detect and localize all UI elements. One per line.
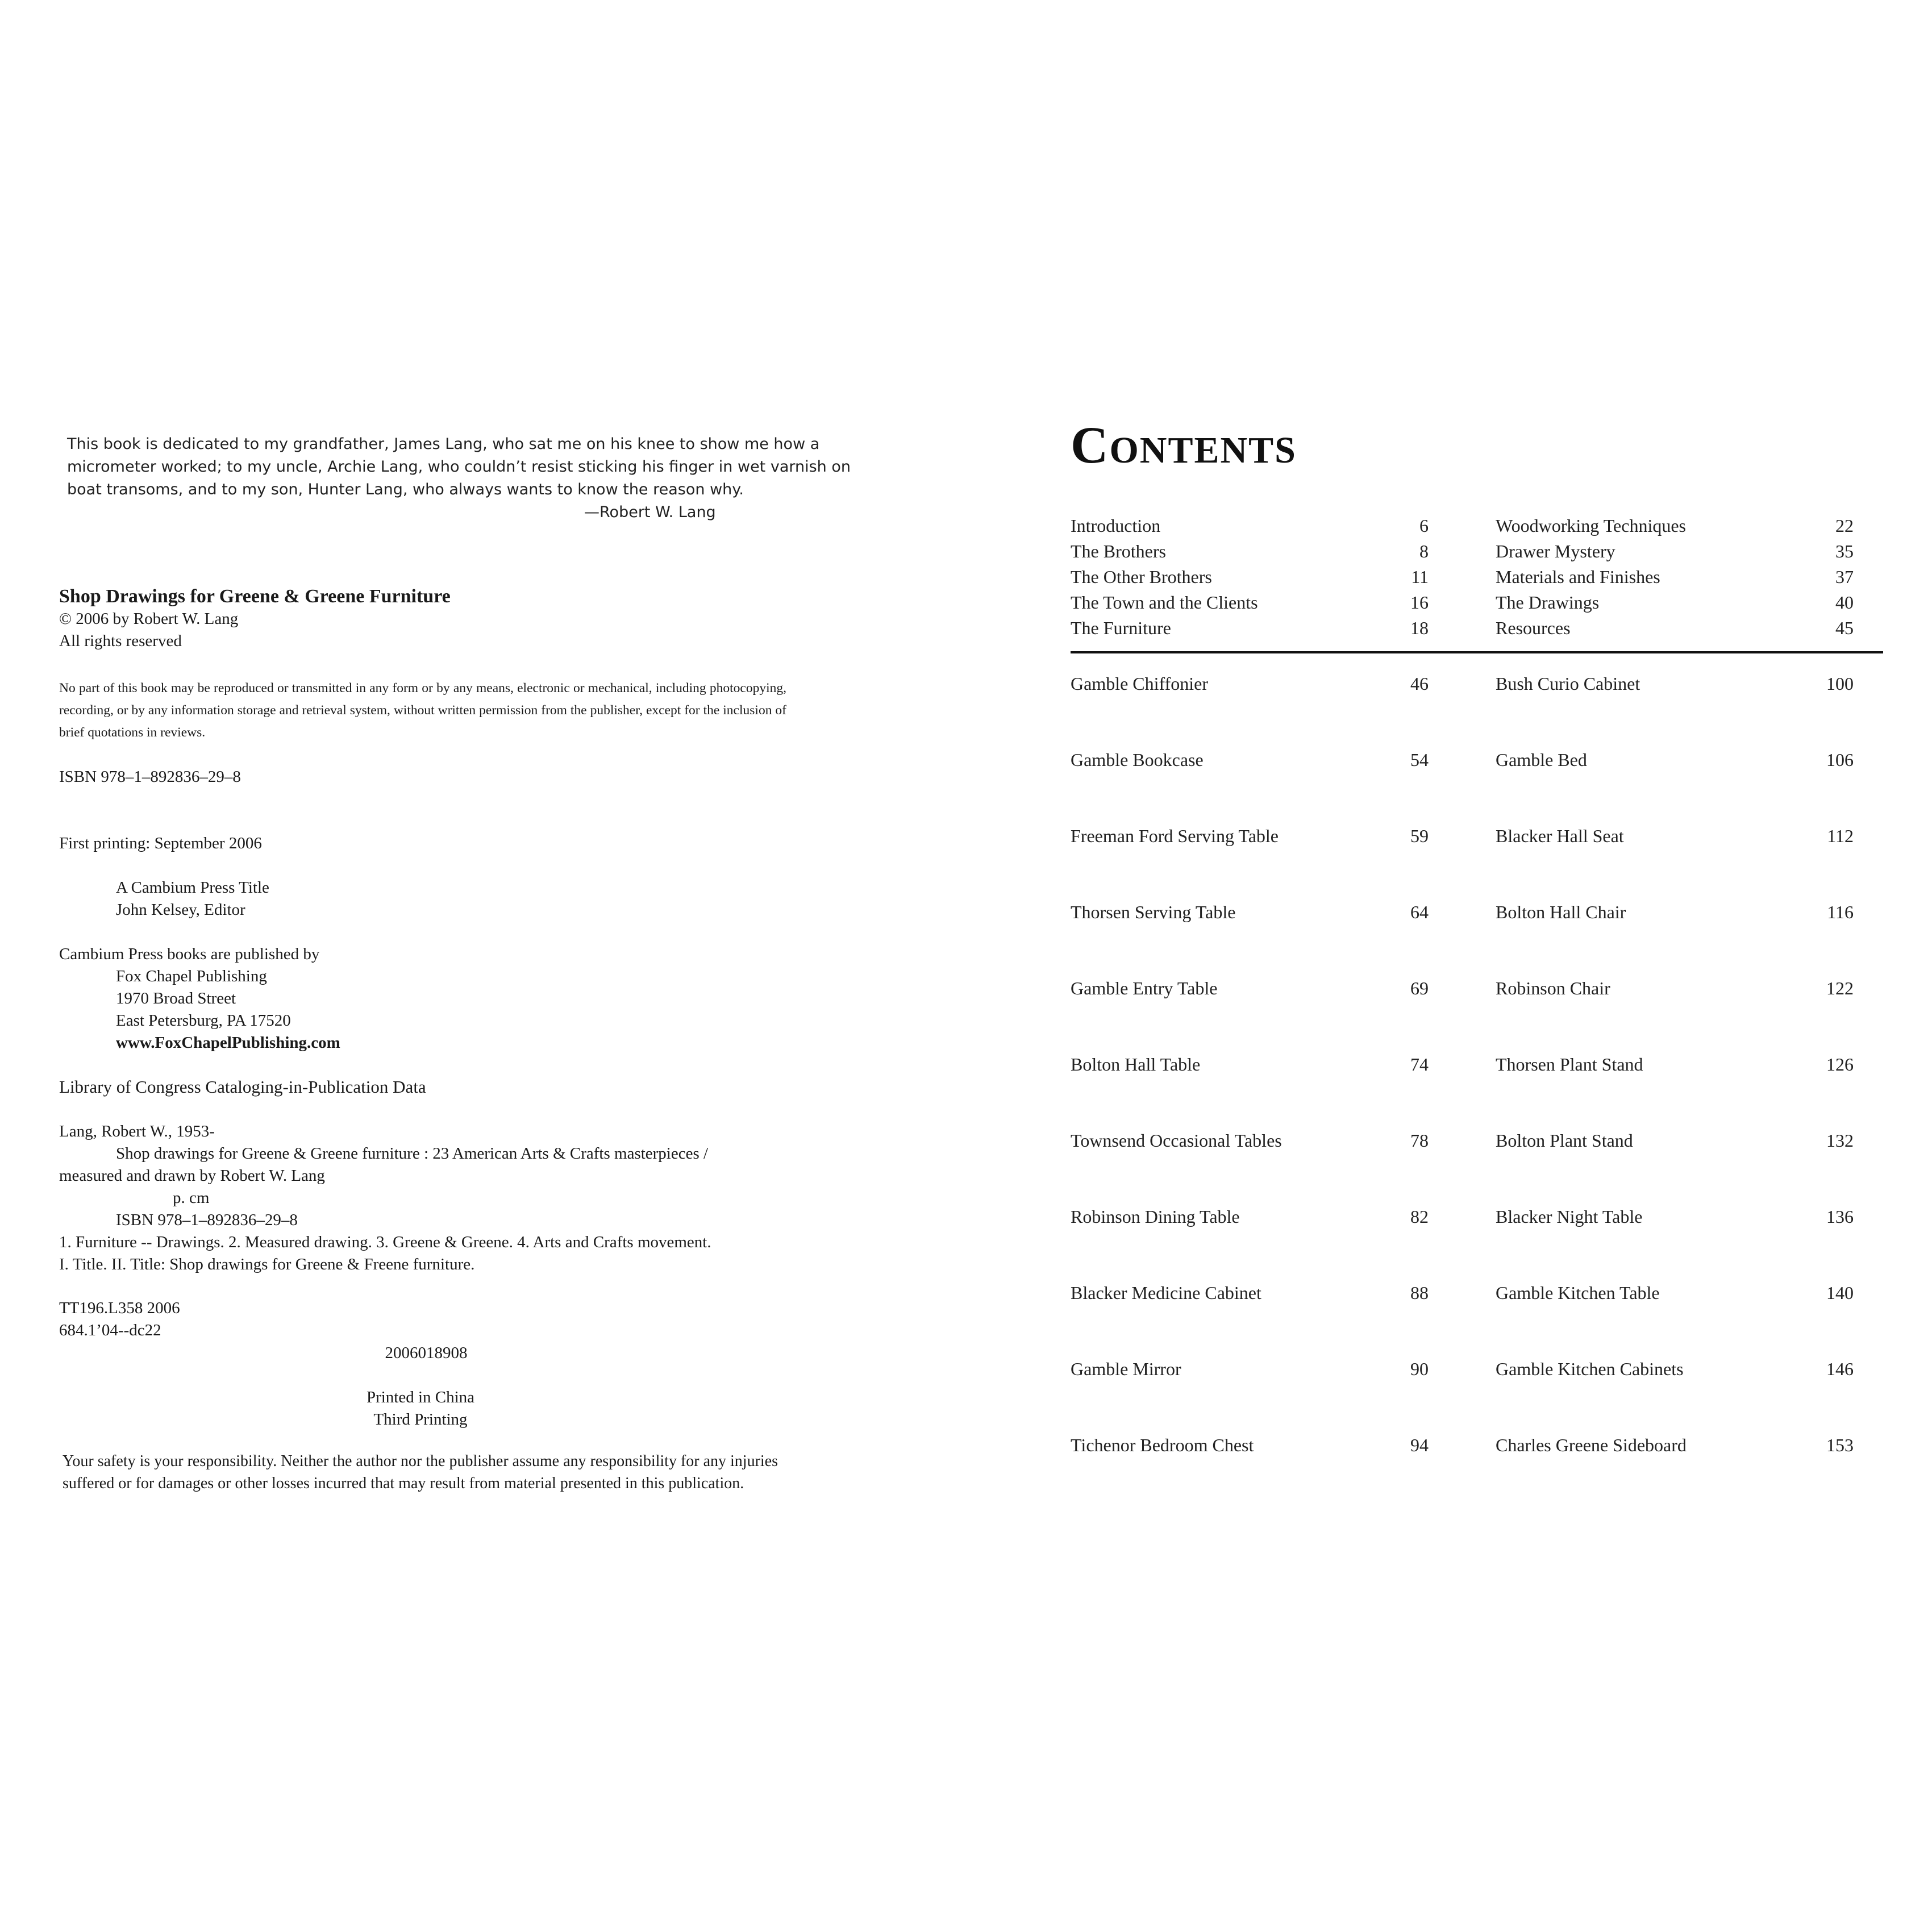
cip-titles: I. Title. II. Title: Shop drawings for Greene & Freene furniture. xyxy=(59,1255,475,1273)
published-by: Cambium Press books are published by xyxy=(59,945,320,963)
toc-entry-page: 8 xyxy=(1419,541,1429,561)
toc-entry-title: Bolton Plant Stand xyxy=(1496,1130,1633,1151)
toc-entry-title: Townsend Occasional Tables xyxy=(1071,1130,1282,1151)
toc-entry-page: 106 xyxy=(1826,750,1854,770)
toc-entry xyxy=(1496,901,1854,923)
toc-entry-page: 16 xyxy=(1410,592,1429,613)
cip-subjects: 1. Furniture -- Drawings. 2. Measured drawing. 3. Greene & Greene. 4. Arts and Crafts movement. xyxy=(59,1233,711,1251)
toc-entry xyxy=(1071,1358,1429,1380)
toc-entry-title: Drawer Mystery xyxy=(1496,541,1615,561)
toc-entry-title: Materials and Finishes xyxy=(1496,567,1660,587)
toc-entry-page: 146 xyxy=(1826,1359,1854,1379)
toc-entry xyxy=(1071,825,1429,847)
toc-entry-page: 126 xyxy=(1826,1054,1854,1075)
toc-entry-page: 136 xyxy=(1826,1206,1854,1227)
cip-isbn: ISBN 978–1–892836–29–8 xyxy=(116,1211,298,1229)
toc-entry-title: Gamble Entry Table xyxy=(1071,978,1218,998)
toc-entry xyxy=(1071,540,1429,563)
toc-entry-title: Charles Greene Sideboard xyxy=(1496,1435,1687,1455)
toc-entry-title: Blacker Hall Seat xyxy=(1496,826,1624,846)
cip-pages: p. cm xyxy=(173,1189,210,1207)
book-title: Shop Drawings for Greene & Greene Furniture xyxy=(59,586,451,607)
publisher-url: www.FoxChapelPublishing.com xyxy=(116,1034,340,1052)
toc-entry-title: Robinson Chair xyxy=(1496,978,1610,998)
toc-entry-title: The Brothers xyxy=(1071,541,1166,561)
toc-entry-title: The Other Brothers xyxy=(1071,567,1212,587)
toc-entry xyxy=(1071,1205,1429,1228)
toc-entry-page: 35 xyxy=(1835,541,1854,561)
toc-entry-title: Bolton Hall Table xyxy=(1071,1054,1201,1075)
publisher-street: 1970 Broad Street xyxy=(116,989,236,1007)
toc-entry-page: 45 xyxy=(1835,618,1854,638)
toc-entry-page: 6 xyxy=(1419,515,1429,536)
editor: John Kelsey, Editor xyxy=(116,901,245,919)
toc-entry-page: 22 xyxy=(1835,515,1854,536)
toc-entry xyxy=(1496,825,1854,847)
toc-entry-page: 94 xyxy=(1410,1435,1429,1455)
dedication-line: micrometer worked; to my uncle, Archie Lang, who couldn’t resist sticking his finger in wet varnish on xyxy=(67,458,851,476)
legal-notice: No part of this book may be reproduced or transmitted in any form or by any means, electronic or mechanical, including photocopying, recording, or by any information storage and retrieval system, without written permission from the publisher, except for the inclusion of brief quotations in reviews. xyxy=(59,681,786,740)
printed-in: Printed in China xyxy=(366,1388,475,1406)
toc-entry xyxy=(1496,514,1854,537)
toc-entry-page: 122 xyxy=(1826,978,1854,998)
toc-entry xyxy=(1496,1053,1854,1076)
toc-entry-page: 37 xyxy=(1835,567,1854,587)
dewey-number: 684.1’04--dc22 xyxy=(59,1321,161,1339)
toc-entry-title: Robinson Dining Table xyxy=(1071,1206,1240,1227)
cip-block xyxy=(59,1121,711,1276)
isbn: ISBN 978–1–892836–29–8 xyxy=(59,768,241,786)
toc-entry xyxy=(1496,565,1854,588)
toc-entry-title: The Town and the Clients xyxy=(1071,592,1258,613)
toc-entry-page: 140 xyxy=(1826,1283,1854,1303)
toc-entry-page: 64 xyxy=(1410,902,1429,922)
toc-entry-page: 78 xyxy=(1410,1130,1429,1151)
call-number: TT196.L358 2006 xyxy=(59,1299,180,1317)
copyright-line: © 2006 by Robert W. Lang xyxy=(59,610,239,628)
toc-entry xyxy=(1496,672,1854,695)
dedication xyxy=(67,433,863,521)
classification-block xyxy=(59,1297,180,1342)
toc-entry-page: 100 xyxy=(1826,673,1854,694)
contents-title xyxy=(1071,416,1297,476)
toc-entry-title: Gamble Bed xyxy=(1496,750,1587,770)
toc-entry-page: 59 xyxy=(1410,826,1429,846)
lccn: 2006018908 xyxy=(385,1344,468,1362)
toc-entry xyxy=(1071,514,1429,537)
toc-entry xyxy=(1496,1205,1854,1228)
printing-block xyxy=(318,1386,523,1431)
publisher-name: Fox Chapel Publishing xyxy=(116,967,267,985)
toc-entry-page: 11 xyxy=(1411,567,1429,587)
toc-entry-title: Freeman Ford Serving Table xyxy=(1071,826,1279,846)
cip-author: Lang, Robert W., 1953- xyxy=(59,1122,215,1140)
rights-line: All rights reserved xyxy=(59,632,182,650)
toc-entry xyxy=(1496,1129,1854,1152)
toc-entry xyxy=(1071,565,1429,588)
toc-entry-page: 153 xyxy=(1826,1435,1854,1455)
toc-entry-page: 40 xyxy=(1835,592,1854,613)
toc-entry-title: Gamble Bookcase xyxy=(1071,750,1204,770)
toc-entry xyxy=(1496,591,1854,614)
publisher-block xyxy=(59,943,340,1054)
toc-entry-title: Blacker Medicine Cabinet xyxy=(1071,1283,1261,1303)
toc-entry xyxy=(1496,540,1854,563)
cip-title-line: Shop drawings for Greene & Greene furniture : 23 American Arts & Crafts masterpieces / xyxy=(116,1144,709,1163)
toc-entry-page: 54 xyxy=(1410,750,1429,770)
toc-entry xyxy=(1071,617,1429,639)
toc-entry-page: 116 xyxy=(1827,902,1854,922)
contents-title-initial: C xyxy=(1071,416,1110,474)
toc-entry-title: Gamble Kitchen Table xyxy=(1496,1283,1660,1303)
toc-entry-page: 46 xyxy=(1410,673,1429,694)
toc-entry xyxy=(1496,1434,1854,1456)
toc-entry-title: Blacker Night Table xyxy=(1496,1206,1643,1227)
title-block xyxy=(59,585,451,652)
toc-entry-page: 74 xyxy=(1410,1054,1429,1075)
toc-entry-page: 82 xyxy=(1410,1206,1429,1227)
toc-entry-page: 132 xyxy=(1826,1130,1854,1151)
toc-entry xyxy=(1071,1281,1429,1304)
printing: Third Printing xyxy=(373,1410,468,1429)
toc-entry xyxy=(1071,672,1429,695)
toc-entry-title: The Drawings xyxy=(1496,592,1600,613)
toc-entry xyxy=(1071,748,1429,771)
toc-entry-title: Introduction xyxy=(1071,515,1161,536)
toc-entry xyxy=(1496,617,1854,639)
toc-entry xyxy=(1071,1129,1429,1152)
toc-entry xyxy=(1496,977,1854,1000)
toc-entry-title: Woodworking Techniques xyxy=(1496,515,1686,536)
contents-title-rest: ONTENTS xyxy=(1109,430,1297,471)
toc-entry-title: Bolton Hall Chair xyxy=(1496,902,1626,922)
dedication-signature: —Robert W. Lang xyxy=(584,503,716,521)
toc-entry-title: Thorsen Serving Table xyxy=(1071,902,1236,922)
toc-entry xyxy=(1071,1434,1429,1456)
dedication-line: boat transoms, and to my son, Hunter Lang, who always wants to know the reason why. xyxy=(67,481,744,498)
safety-notice: Your safety is your responsibility. Neither the author nor the publisher assume any responsibility for any injuries suffered or for damages or other losses incurred that may result from material presented in this publication. xyxy=(63,1452,778,1492)
toc-entry-title: Resources xyxy=(1496,618,1571,638)
toc-entry xyxy=(1071,1053,1429,1076)
cip-title-line: measured and drawn by Robert W. Lang xyxy=(59,1167,325,1185)
press-title: A Cambium Press Title xyxy=(116,878,269,897)
toc-entry xyxy=(1071,977,1429,1000)
toc-entry-page: 90 xyxy=(1410,1359,1429,1379)
toc-entry-title: Thorsen Plant Stand xyxy=(1496,1054,1643,1075)
toc-entry-page: 18 xyxy=(1410,618,1429,638)
loc-heading: Library of Congress Cataloging-in-Publication Data xyxy=(59,1077,426,1097)
publisher-city: East Petersburg, PA 17520 xyxy=(116,1011,291,1030)
toc-entry-title: Gamble Chiffonier xyxy=(1071,673,1209,694)
toc-entry-title: Tichenor Bedroom Chest xyxy=(1071,1435,1254,1455)
toc-entry-page: 69 xyxy=(1410,978,1429,998)
toc-entry-page: 112 xyxy=(1827,826,1854,846)
toc-entry-title: Bush Curio Cabinet xyxy=(1496,673,1640,694)
toc-entry xyxy=(1071,901,1429,923)
toc-entry-title: The Furniture xyxy=(1071,618,1171,638)
toc-entry xyxy=(1071,591,1429,614)
first-printing: First printing: September 2006 xyxy=(59,834,262,852)
toc-entry-page: 88 xyxy=(1410,1283,1429,1303)
contents-divider xyxy=(1071,651,1883,653)
toc-entry-title: Gamble Mirror xyxy=(1071,1359,1181,1379)
toc-entry-title: Gamble Kitchen Cabinets xyxy=(1496,1359,1684,1379)
dedication-line: This book is dedicated to my grandfather, James Lang, who sat me on his knee to show me how a xyxy=(67,435,820,453)
imprint-block xyxy=(59,877,269,921)
toc-entry xyxy=(1496,748,1854,771)
toc-entry xyxy=(1496,1358,1854,1380)
toc-entry xyxy=(1496,1281,1854,1304)
